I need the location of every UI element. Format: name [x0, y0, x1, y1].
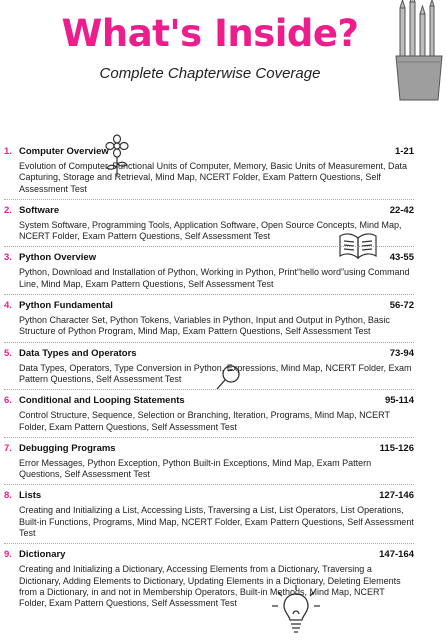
dotted-divider [4, 199, 414, 201]
chapter-number: 6. [4, 395, 12, 407]
chapter-topics: Python Character Set, Python Tokens, Variables in Python, Input and Output in Python, Basic Structure of Python Program, Mind Map, Exam Pattern Questions, Self Assessment Test [19, 315, 390, 337]
chapter-topics: Evolution of Computer, Functional Units of Computer, Memory, Basic Units of Measurement, Data Capturing, Storage and Retrieval, Mind Map, NCERT Folder, Exam Pattern Questions, Self Assessment Test [19, 161, 407, 194]
chapter-heading-row [4, 205, 414, 220]
chapter-entry [4, 252, 414, 290]
chapter-title: Python Overview [19, 252, 97, 264]
chapter-page-range: 1-21 [394, 146, 414, 157]
chapter-number: 8. [4, 490, 12, 502]
chapter-topics: Creating and Initializing a Dictionary, Accessing Elements from a Dictionary, Traversing a Dictionary, Adding Elements to Dictionary, Updating Elements in a Dictionary, Deleting Elements from a Dictionary, in and not in Membership Operators, Built-in Methods, Mind Map, NCERT Folder, Exam Pattern Questions, Self Assessment Test [19, 564, 401, 609]
chapter-title: Debugging Programs [19, 442, 116, 454]
chapter-title: Conditional and Looping Statements [19, 395, 185, 407]
chapter-title: Data Types and Operators [19, 347, 137, 359]
dotted-divider [4, 389, 414, 391]
pencil-cup-icon [392, 0, 447, 105]
chapter-entry [4, 395, 414, 433]
dotted-divider [4, 246, 414, 248]
chapter-entry [4, 348, 414, 386]
page-title: What's Inside? [61, 12, 359, 55]
chapter-topics: Control Structure, Sequence, Selection or Branching, Iteration, Programs, Mind Map, NCERT Folder, Exam Pattern Questions, Self Assessment Test [19, 410, 390, 432]
chapter-entry [4, 146, 414, 195]
chapter-entry [4, 549, 414, 609]
chapter-page-range: 147-164 [379, 549, 414, 561]
chapter-page-range: 73-94 [389, 347, 414, 359]
chapter-title: Lists [19, 490, 42, 502]
chapter-heading-row [4, 348, 414, 363]
chapter-number: 1. [4, 146, 12, 157]
dotted-divider [4, 437, 414, 439]
chapter-number: 7. [4, 442, 12, 454]
dotted-divider [4, 342, 414, 344]
chapter-heading-row [4, 549, 414, 564]
chapter-heading-row [4, 300, 414, 315]
chapter-page-range: 56-72 [389, 300, 414, 312]
dotted-divider [4, 484, 414, 486]
chapter-topics: System Software, Programming Tools, Application Software, Open Source Concepts, Mind Map, NCERT Folder, Exam Pattern Questions, Self Assessment Test [19, 219, 402, 242]
dotted-divider [4, 294, 414, 296]
chapter-heading-row [4, 490, 414, 505]
chapter-entry [4, 443, 414, 481]
chapter-entry [4, 300, 414, 338]
chapter-heading-row [4, 252, 414, 267]
chapter-topics: Data Types, Operators, Type Conversion in Python, Expressions, Mind Map, NCERT Folder, Exam Pattern Questions, Self Assessment Test [19, 362, 412, 384]
chapter-title: Python Fundamental [19, 300, 113, 312]
chapter-topics: Error Messages, Python Exception, Python Built-in Exceptions, Mind Map, Exam Pattern Questions, Self Assessment Test [19, 457, 372, 480]
chapter-number: 4. [4, 300, 12, 312]
chapter-page-range: 22-42 [389, 204, 414, 216]
chapter-page-range: 115-126 [379, 442, 414, 454]
chapter-entry [4, 490, 414, 539]
page-subtitle: Complete Chapterwise Coverage [99, 65, 321, 82]
chapter-page-range: 43-55 [389, 252, 414, 264]
chapter-number: 2. [4, 204, 12, 216]
chapter-topics: Creating and Initializing a List, Accessing Lists, Traversing a List, List Operators, List Operations, Built-in Functions, Programs, Mind Map, NCERT Folder, Exam Pattern Questions, Self Assessment Test [19, 505, 414, 539]
chapter-page-range: 95-114 [384, 395, 414, 407]
chapter-heading-row [4, 146, 414, 161]
dotted-divider [4, 543, 414, 545]
chapter-heading-row [4, 395, 414, 410]
chapter-entry [4, 205, 414, 243]
chapter-topics: Python, Download and Installation of Python, Working in Python, Print“hello word”using Command Line, Mind Map, Exam Pattern Questions, Self Assessment Test [19, 267, 410, 289]
chapter-page-range: 127-146 [379, 490, 414, 502]
chapter-number: 5. [4, 347, 12, 359]
chapter-number: 3. [4, 252, 12, 264]
table-of-contents [4, 146, 414, 610]
chapter-title: Software [19, 204, 60, 216]
chapter-title: Computer Overview [19, 146, 109, 157]
chapter-number: 9. [4, 549, 12, 561]
chapter-title: Dictionary [19, 549, 66, 561]
chapter-heading-row [4, 443, 414, 458]
